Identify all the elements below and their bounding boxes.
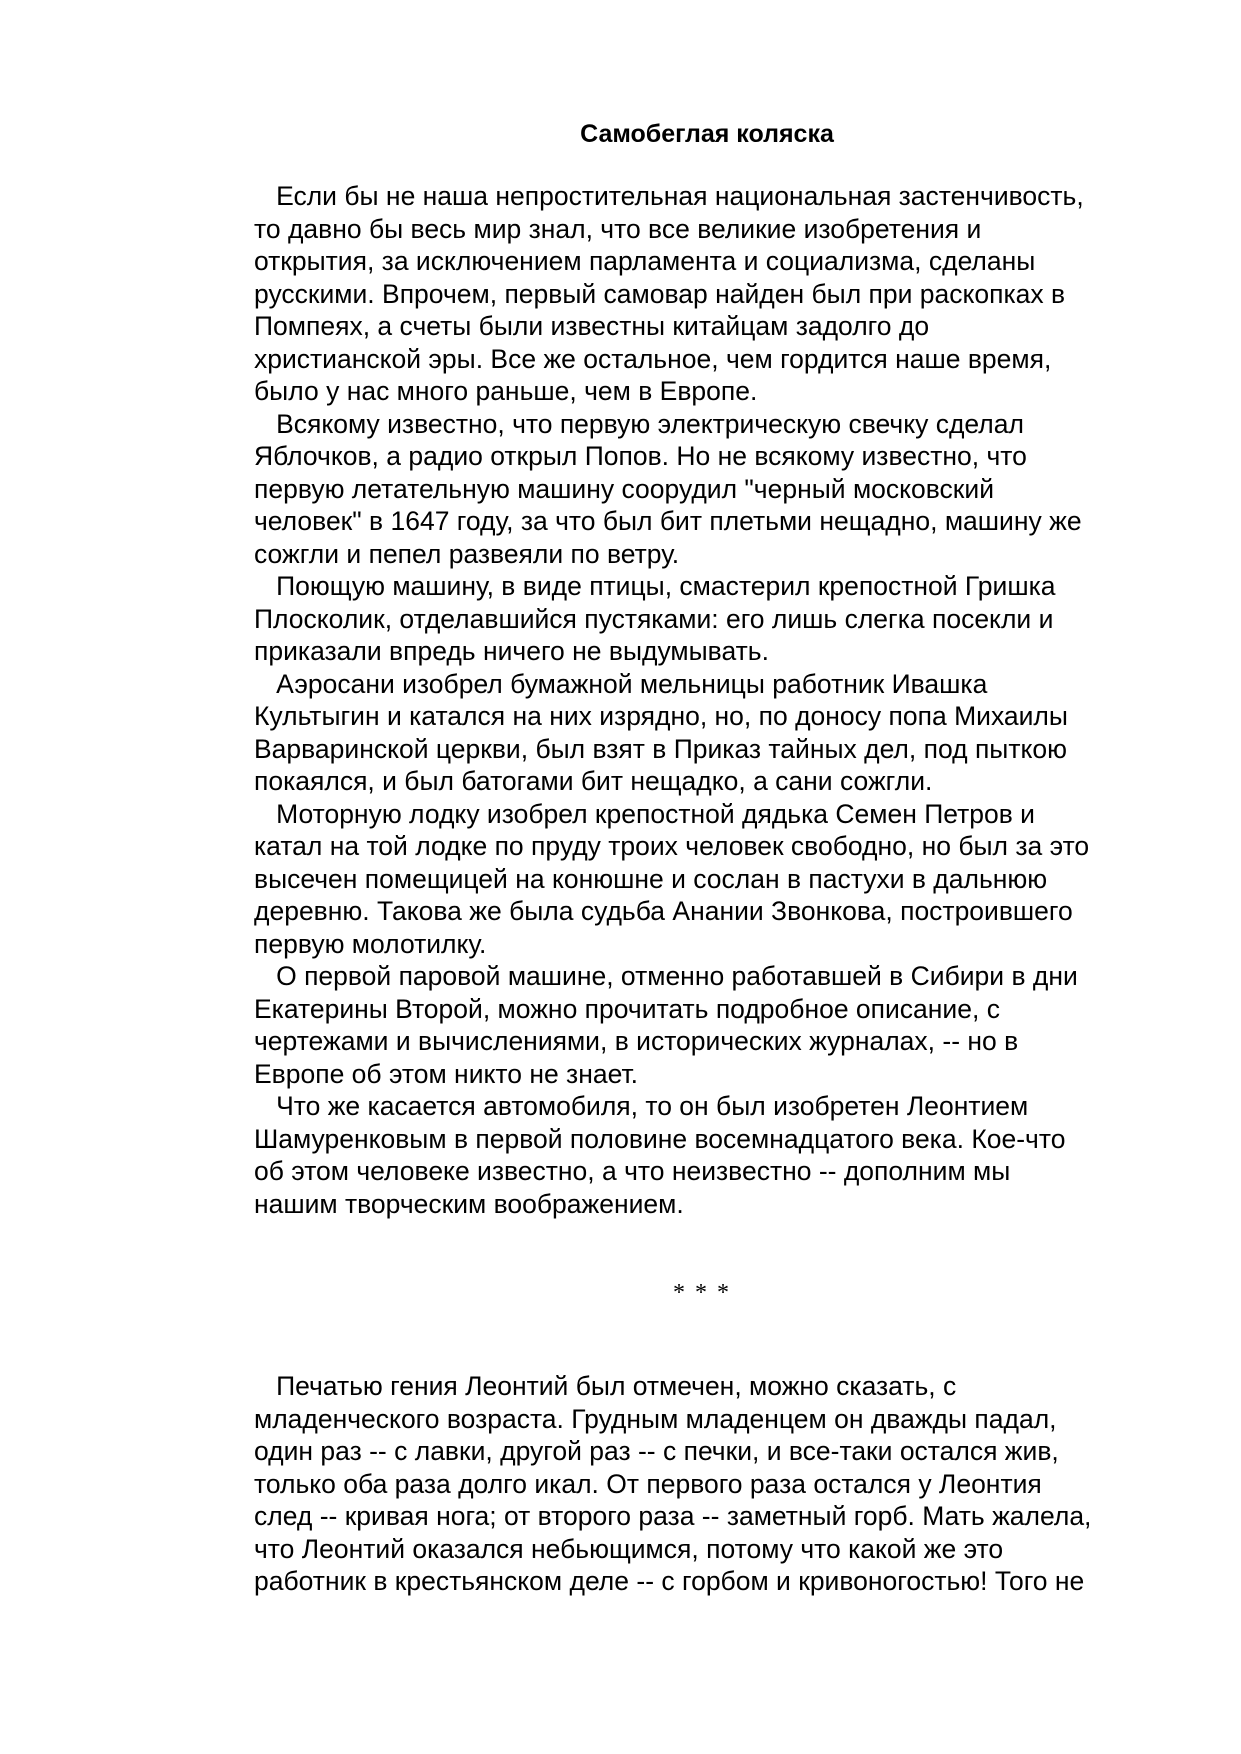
text-line: Яблочков, а радио открыл Попов. Но не всякому известно, что: [254, 441, 1027, 471]
text-line: Екатерины Второй, можно прочитать подробное описание, с: [254, 993, 1000, 1024]
text-line: Моторную лодку изобрел крепостной дядька Семен Петров и: [254, 798, 1035, 829]
text-line: Европе об этом никто не знает.: [254, 1058, 639, 1089]
text-line: Культыгин и катался на них изрядно, но, по доносу попа Михаилы: [254, 701, 1068, 731]
text-line: Плосколик, отделавшийся пустяками: его лишь слегка посекли и: [254, 603, 1054, 634]
text-line: Печатью гения Леонтий был отмечен, можно сказать, с: [254, 1371, 957, 1401]
text-line: покаялся, и был батогами бит нещадко, а сани сожгли.: [254, 766, 933, 796]
text-line: младенческого возраста. Грудным младенцем он дважды падал,: [254, 1403, 1057, 1434]
text-line: Всякому известно, что первую электрическую свечку сделал: [254, 408, 1024, 439]
text-line: русскими. Впрочем, первый самовар найден был при раскопках в: [254, 278, 1066, 309]
text-line: открытия, за исключением парламента и социализма, сделаны: [254, 246, 1036, 276]
text-line: Если бы не наша непростительная национальная застенчивость,: [254, 181, 1084, 211]
text-line: катал на той лодке по пруду троих человек свободно, но был за это: [254, 831, 1090, 861]
text-line: первую летательную машину соорудил "черный московский: [254, 473, 995, 504]
text-line: только оба раза долго икал. От первого раза остался у Леонтия: [254, 1468, 1042, 1499]
text-line: Варваринской церкви, был взят в Приказ тайных дел, под пыткою: [254, 733, 1067, 764]
text-line: один раз -- с лавки, другой раз -- с печки, и все-таки остался жив,: [254, 1436, 1059, 1466]
text-line: человек" в 1647 году, за что был бит плетьми нещадно, машину же: [254, 506, 1082, 536]
text-line: Аэросани изобрел бумажной мельницы работник Ивашка: [254, 668, 988, 699]
text-line: то давно бы весь мир знал, что все великие изобретения и: [254, 213, 982, 244]
text-line: О первой паровой машине, отменно работавшей в Сибири в дни: [254, 961, 1078, 991]
text-line: Помпеях, а счеты были известны китайцам задолго до: [254, 311, 930, 341]
body-section-1: [254, 180, 1154, 1220]
text-line: Поющую машину, в виде птицы, смастерил крепостной Гришка: [254, 571, 1056, 601]
text-line: чертежами и вычислениями, в исторических журналах, -- но в: [254, 1026, 1019, 1056]
section-separator: * * *: [673, 1280, 731, 1306]
text-line: было у нас много раньше, чем в Европе.: [254, 376, 758, 406]
body-section-2: [254, 1370, 1154, 1598]
text-line: что Леонтий оказался небьющимся, потому что какой же это: [254, 1533, 1004, 1564]
text-line: сожгли и пепел развеяли по ветру.: [254, 538, 680, 569]
text-line: Что же касается автомобиля, то он был изобретен Леонтием: [254, 1091, 1029, 1121]
document-title: Самобеглая коляска: [580, 120, 834, 148]
text-line: нашим творческим воображением.: [254, 1188, 684, 1219]
text-line: Шамуренковым в первой половине восемнадцатого века. Кое-что: [254, 1123, 1066, 1154]
text-line: след -- кривая нога; от второго раза -- заметный горб. Мать жалела,: [254, 1501, 1092, 1531]
text-line: деревню. Такова же была судьба Анании Звонкова, построившего: [254, 896, 1073, 926]
text-line: христианской эры. Все же остальное, чем гордится наше время,: [254, 343, 1052, 374]
text-line: приказали впредь ничего не выдумывать.: [254, 636, 769, 666]
text-line: работник в крестьянском деле -- с горбом и кривоногостью! Того не: [254, 1566, 1085, 1596]
text-line: об этом человеке известно, а что неизвестно -- дополним мы: [254, 1156, 1011, 1186]
text-line: высечен помещицей на конюшне и сослан в пастухи в дальнюю: [254, 863, 1048, 894]
text-line: первую молотилку.: [254, 928, 487, 959]
